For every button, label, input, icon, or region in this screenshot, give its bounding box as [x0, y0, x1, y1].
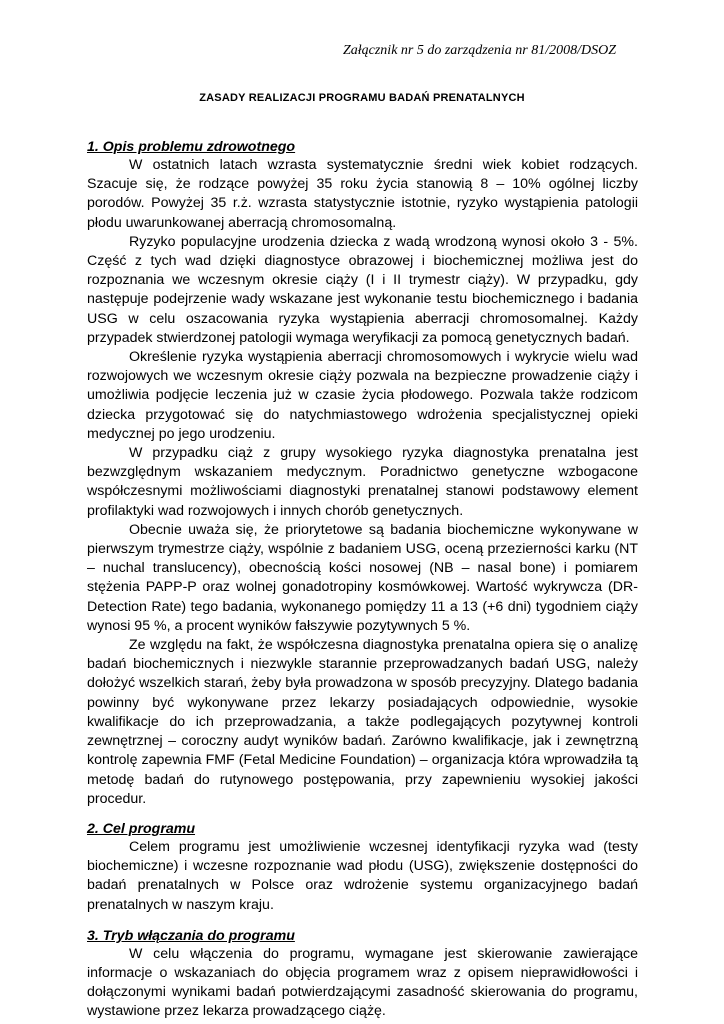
- section-heading: 2. Cel programu: [87, 820, 196, 837]
- paragraph: Określenie ryzyka wystąpienia aberracji chromosomowych i wykrycie wielu wad rozwojowych we wczesnym okresie ciąży pozwala na bezpieczne prowadzenie ciąży i umożliwia podjęcie leczenia już w czasie życia płodowego. Pozwala także rodzicom dziecka przygotować się do natychmiastowego wdrożenia specjalistycznej opieki medycznej po jego urodzeniu.: [87, 349, 638, 442]
- section-problem-description: [87, 138, 638, 809]
- section-enrollment-mode: [87, 927, 638, 1022]
- section-heading: 3. Tryb włączania do programu: [87, 927, 295, 944]
- paragraph: Obecnie uważa się, że priorytetowe są badania biochemiczne wykonywane w pierwszym trymestrze ciąży, wspólnie z badaniem USG, oceną przezierności karku (NT – nuchal translucency), obecnością kości nosowej (NB – nasal bone) i pomiarem stężenia PAPP-P oraz wolnej gonadotropiny kosmówkowej. Wartość wykrywcza (DR-Detection Rate) tego badania, wykonanego pomiędzy 11 a 13 (+6 dni) tygodniem ciąży wynosi 95 %, a procent wyników fałszywie pozytywnych 5 %.: [87, 521, 638, 634]
- paragraph: W ostatnich latach wzrasta systematycznie średni wiek kobiet rodzących. Szacuje się, że rodzące powyżej 35 roku życia stanowią 8 – 10% ogólnej liczby porodów. Powyżej 35 r.ż. wzrasta statystycznie istotnie, ryzyko wystąpienia patologii płodu uwarunkowanej aberracją chromosomalną.: [87, 157, 638, 231]
- paragraph: Ryzyko populacyjne urodzenia dziecka z wadą wrodzoną wynosi około 3 - 5%. Część z tych wad dzięki diagnostyce obrazowej i biochemicznej możliwa jest do rozpoznania we wczesnym okresie ciąży (I i II trymestr ciąży). W przypadku, gdy następuje podejrzenie wady wskazane jest wykonanie testu biochemicznego i badania USG w celu oszacowania ryzyka wystąpienia aberracji chromosomalnej. Każdy przypadek stwierdzonej patologii wymaga weryfikacji za pomocą genetycznych badań.: [87, 233, 638, 346]
- paragraph: W przypadku ciąż z grupy wysokiego ryzyka diagnostyka prenatalna jest bezwzględnym wskazaniem medycznym. Poradnictwo genetyczne wzbogacone współczesnymi możliwościami diagnostyki prenatalnej stanowi podstawowy element profilaktyki wad rozwojowych i innych chorób genetycznych.: [87, 445, 638, 519]
- document-body: [87, 138, 638, 1022]
- paragraph: W celu włączenia do programu, wymagane jest skierowanie zawierające informacje o wskazaniach do objęcia programem wraz z opisem nieprawidłowości i dołączonymi wynikami badań potwierdzającymi zasadność skierowania do programu, wystawione przez lekarza prowadzącego ciążę.: [87, 945, 638, 1020]
- paragraph: Celem programu jest umożliwienie wczesnej identyfikacji ryzyka wad (testy biochemiczne) i wczesne rozpoznanie wad płodu (USG), zwiększenie dostępności do badań prenatalnych w Polsce oraz wdrożenie systemu organizacyjnego badań prenatalnych w naszym kraju.: [87, 838, 638, 913]
- section-program-goal: [87, 820, 638, 915]
- paragraph: Ze względu na fakt, że współczesna diagnostyka prenatalna opiera się o analizę badań biochemicznych i niezwykle starannie przeprowadzanych badań USG, należy dołożyć wszelkich starań, żeby była prowadzona w sposób precyzyjny. Dlatego badania powinny być wykonywane przez lekarzy posiadających odpowiednie, wysokie kwalifikacje do ich przeprowadzania, a także podlegających pozytywnej kontroli zewnętrznej – coroczny audyt wyników badań. Zarówno kwalifikacje, jak i zewnętrzną kontrolę zapewnia FMF (Fetal Medicine Foundation) – organizacja która wprowadziła tą metodę badań do rutynowego postępowania, przy zapewnieniu wysokiej jakości procedur.: [87, 637, 638, 807]
- annex-reference: Załącznik nr 5 do zarządzenia nr 81/2008/DSOZ: [342, 43, 616, 58]
- section-heading: 1. Opis problemu zdrowotnego: [87, 139, 296, 155]
- document-title: ZASADY REALIZACJI PROGRAMU BADAŃ PRENATALNYCH: [199, 92, 525, 104]
